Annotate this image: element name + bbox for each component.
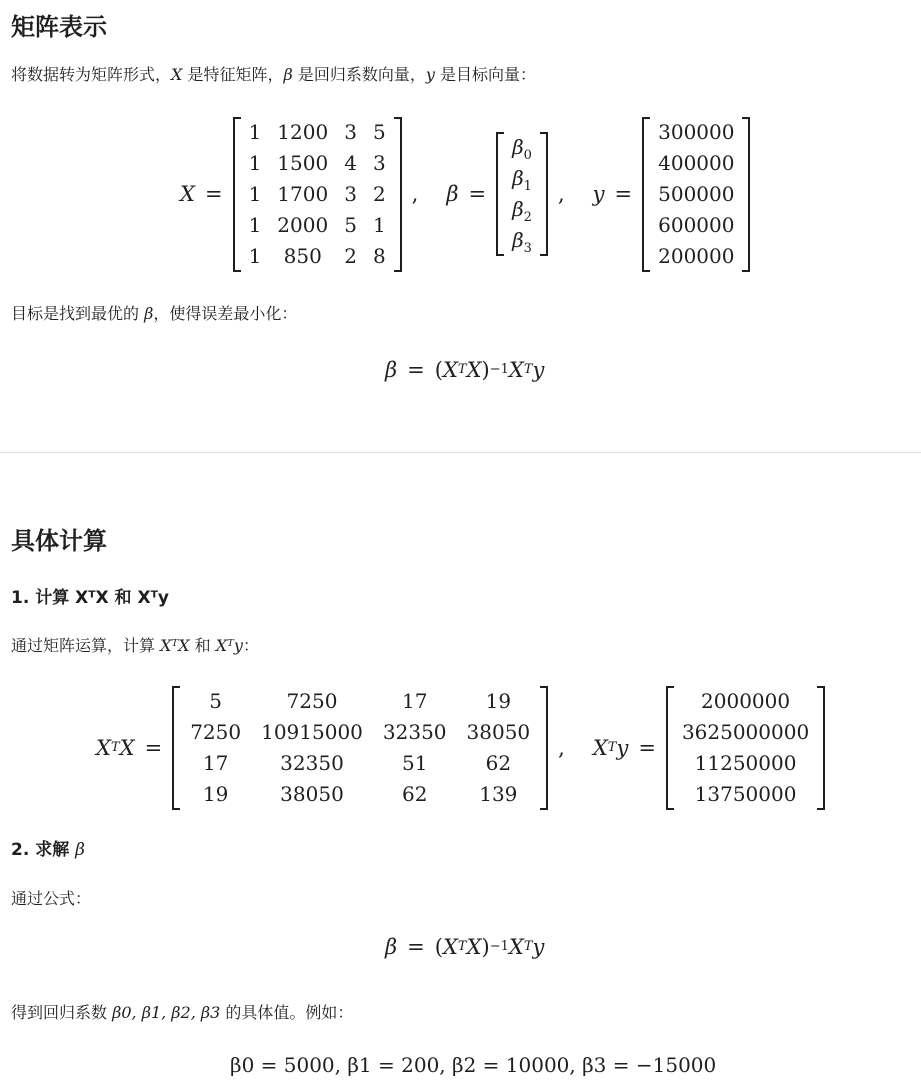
- xtx-matrix-row: [180, 748, 540, 779]
- example-coefficients: β0 = 5000, β1 = 200, β2 = 10000, β3 = −15000: [230, 1053, 717, 1077]
- ols-formula-2: β = ( X T X ) −1 X T y: [385, 935, 545, 959]
- y-vector: [642, 117, 750, 272]
- x-matrix-row: [241, 148, 394, 179]
- x-matrix-cell: 8: [372, 243, 386, 268]
- x-matrix-cell: 2: [344, 243, 357, 268]
- x-matrix-cell: 1: [248, 243, 262, 268]
- step2-title: [11, 838, 85, 862]
- step1-text-prefix: 通过矩阵运算，计算: [11, 636, 161, 655]
- y-vector-row: [650, 210, 742, 241]
- beta-vector-cell: $\beta_1$: [512, 166, 532, 194]
- beta-vector-cell: $\beta_3$: [512, 228, 532, 256]
- intro-mid1: 是特征矩阵，: [182, 65, 284, 84]
- beta-vector-row: [504, 132, 540, 163]
- xty-vector-cell: 13750000: [694, 782, 797, 806]
- y-vector-row: [650, 148, 742, 179]
- xtx-matrix-cell: 32350: [280, 751, 344, 775]
- x-matrix-row: [241, 117, 394, 148]
- beta-vector-row: [504, 225, 540, 256]
- x-matrix-cell: 5: [372, 119, 386, 144]
- step1-text-xtx: XᵀX: [160, 636, 190, 655]
- x-matrix-row: [241, 241, 394, 272]
- result-prefix: 得到回归系数: [11, 1003, 113, 1022]
- step1-text-xty: Xᵀy: [215, 636, 243, 655]
- x-matrix-row: [241, 179, 394, 210]
- x-matrix-cell: 1: [248, 150, 262, 175]
- xty-vector-row: [674, 717, 817, 748]
- x-matrix-cell: 3: [344, 181, 357, 206]
- xty-vector-cell: 3625000000: [681, 720, 810, 744]
- xtx-matrix-cell: 17: [202, 751, 229, 775]
- x-matrix-cell: 3: [372, 150, 386, 175]
- y-vector-row: [650, 241, 742, 272]
- xtx-matrix-row: [180, 779, 540, 810]
- result-paragraph: [11, 1001, 353, 1025]
- xtx-matrix-row: [180, 686, 540, 717]
- y-vector-cell: 200000: [658, 243, 735, 268]
- y-vector-cell: 300000: [658, 119, 735, 144]
- xtx-matrix-cell: 32350: [382, 720, 447, 744]
- step2-paragraph: 通过公式：: [11, 889, 92, 908]
- x-matrix-cell: 1500: [277, 150, 329, 175]
- intro-paragraph: [11, 63, 536, 87]
- xtx-matrix: [172, 686, 548, 810]
- beta-vector: [496, 132, 548, 256]
- x-matrix-cell: 1: [372, 212, 386, 237]
- xtx-matrix-cell: 51: [401, 751, 428, 775]
- xty-vector-row: [674, 748, 817, 779]
- xtx-matrix-cell: 38050: [466, 720, 531, 744]
- step2-title-beta: β: [75, 840, 85, 860]
- step1-text-and: 和: [189, 636, 216, 655]
- goal-beta: β: [144, 304, 154, 323]
- xtx-matrix-cell: 62: [401, 782, 428, 806]
- xty-vector-cell: 2000000: [701, 689, 791, 713]
- x-matrix-cell: 2: [372, 181, 386, 206]
- xtx-matrix-cell: 19: [485, 689, 512, 713]
- goal-suffix: ，使得误差最小化：: [153, 304, 298, 323]
- y-label: y: [592, 182, 605, 206]
- section-title-calc: 具体计算: [11, 527, 107, 555]
- y-vector-row: [650, 117, 742, 148]
- x-matrix-cell: 1: [248, 212, 262, 237]
- intro-beta: β: [283, 65, 293, 84]
- step2-title-prefix: 2. 求解: [11, 840, 76, 860]
- beta-label: β: [446, 182, 459, 206]
- xtx-matrix-cell: 10915000: [261, 720, 363, 744]
- goal-paragraph: [11, 302, 297, 326]
- goal-prefix: 目标是找到最优的: [11, 304, 145, 323]
- xtx-equation: X T X = 5 7250 17 19 7250 10915000 32350 38050 17 32350 51 62 19 38050 62 139 , X T y = 2000000 3625000000 11250000 13750000: [96, 684, 825, 812]
- y-vector-cell: 400000: [658, 150, 735, 175]
- x-matrix: [233, 117, 402, 272]
- x-matrix-cell: 3: [344, 119, 357, 144]
- ols-formula-1: β = ( X T X ) −1 X T y: [385, 358, 545, 382]
- y-vector-row: [650, 179, 742, 210]
- xtx-matrix-cell: 7250: [190, 720, 242, 744]
- xtx-matrix-cell: 139: [479, 782, 518, 806]
- x-matrix-cell: 2000: [277, 212, 329, 237]
- x-matrix-cell: 1200: [277, 119, 329, 144]
- xty-vector: [666, 686, 825, 810]
- beta-vector-row: [504, 194, 540, 225]
- step1-paragraph: [11, 634, 259, 658]
- intro-y: y: [425, 65, 435, 84]
- intro-mid2: 是回归系数向量，: [292, 65, 426, 84]
- xtx-matrix-cell: 7250: [286, 689, 338, 713]
- xty-vector-row: [674, 686, 817, 717]
- beta-vector-cell: $\beta_2$: [512, 197, 532, 225]
- xtx-matrix-cell: 19: [202, 782, 229, 806]
- beta-vector-cell: $\beta_0$: [512, 135, 532, 163]
- x-matrix-cell: 1: [248, 181, 262, 206]
- intro-x: X: [171, 65, 183, 84]
- xtx-matrix-cell: 17: [401, 689, 428, 713]
- intro-suffix: 是目标向量：: [434, 65, 536, 84]
- xtx-matrix-cell: 38050: [280, 782, 344, 806]
- x-label: X: [180, 182, 195, 206]
- section-title-matrix: 矩阵表示: [11, 13, 107, 41]
- x-matrix-cell: 1700: [277, 181, 329, 206]
- result-coeffs: β0, β1, β2, β3: [112, 1003, 221, 1022]
- x-matrix-cell: 4: [344, 150, 357, 175]
- x-matrix-row: [241, 210, 394, 241]
- intro-prefix: 将数据转为矩阵形式，: [11, 65, 172, 84]
- xty-vector-row: [674, 779, 817, 810]
- x-matrix-cell: 5: [344, 212, 357, 237]
- step1-title: 1. 计算 XᵀX 和 Xᵀy: [11, 588, 169, 608]
- step1-text-suffix: ：: [242, 636, 259, 655]
- x-matrix-cell: 850: [283, 243, 322, 268]
- xtx-matrix-cell: 5: [209, 689, 222, 713]
- xtx-matrix-row: [180, 717, 540, 748]
- section-divider: [0, 452, 921, 453]
- beta-vector-row: [504, 163, 540, 194]
- xtx-matrix-cell: 62: [485, 751, 512, 775]
- y-vector-cell: 500000: [658, 181, 735, 206]
- y-vector-cell: 600000: [658, 212, 735, 237]
- x-matrix-cell: 1: [248, 119, 262, 144]
- xty-vector-cell: 11250000: [694, 751, 797, 775]
- matrix-equation: X = 1 1200 3 5 1 1500 4 3 1 1700 3 2 1 2000 5 1 1 850 2 8 , β = $\beta_0$ $\beta_1$ $\beta_2$ $\beta_3$ , y = 300000 400000 500000 600000 200000: [180, 114, 750, 274]
- result-suffix: 的具体值。例如：: [220, 1003, 354, 1022]
